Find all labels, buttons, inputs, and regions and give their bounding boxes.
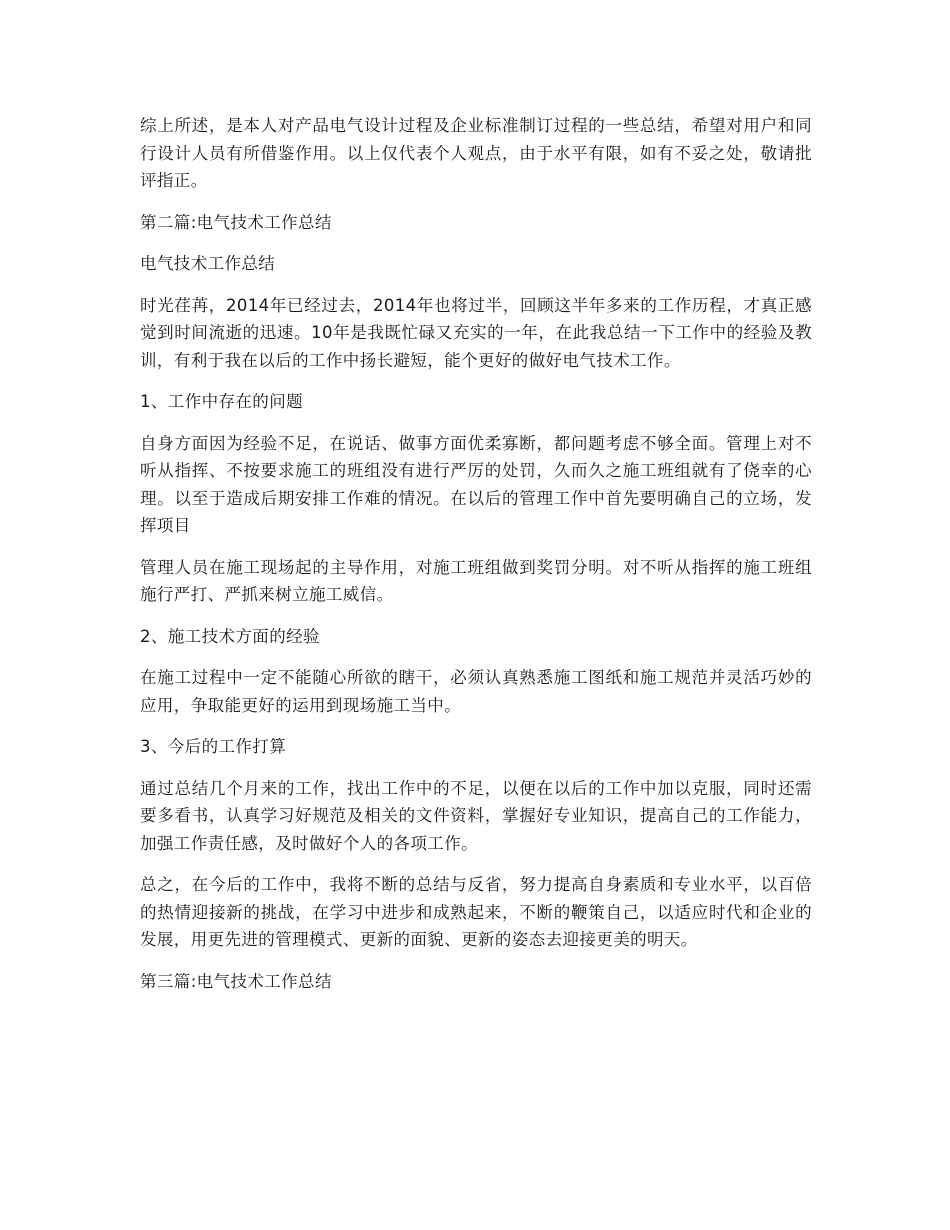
paragraph-management: 管理人员在施工现场起的主导作用，对施工班组做到奖罚分明。对不听从指挥的施工班组施行严打、严抓来树立施工威信。 xyxy=(140,557,812,604)
paragraph-summary: 总之，在今后的工作中，我将不断的总结与反省，努力提高自身素质和专业水平，以百倍的热情迎接新的挑战，在学习中进步和成熟起来，不断的鞭策自己，以适应时代和企业的发展，用更先进的管理模式、更新的面貌、更新的姿态去迎接更美的明天。 xyxy=(140,875,812,949)
paragraph-problems: 自身方面因为经验不足，在说话、做事方面优柔寡断，都问题考虑不够全面。管理上对不听从指挥、不按要求施工的班组没有进行严厉的处罚，久而久之施工班组就有了侥幸的心理。以至于造成后期安排工作难的情况。在以后的管理工作中首先要明确自己的立场，发挥项目 xyxy=(140,433,812,535)
paragraph-experience: 在施工过程中一定不能随心所欲的瞎干，必须认真熟悉施工图纸和施工规范并灵活巧妙的应用，争取能更好的运用到现场施工当中。 xyxy=(140,668,812,715)
subheading-plans: 3、今后的工作打算 xyxy=(140,737,287,756)
paragraph-conclusion: 综上所述，是本人对产品电气设计过程及企业标准制订过程的一些总结，希望对用户和同行设计人员有所借鉴作用。以上仅代表个人观点，由于水平有限，如有不妥之处，敬请批评指正。 xyxy=(140,116,812,190)
section-title: 电气技术工作总结 xyxy=(140,254,276,273)
paragraph-intro: 时光荏苒，2014年已经过去，2014年也将过半，回顾这半年多来的工作历程，才真正感觉到时间流逝的迅速。10年是我既忙碌又充实的一年，在此我总结一下工作中的经验及教训，有利于我在以后的工作中扬长避短，能个更好的做好电气技术工作。 xyxy=(140,295,812,370)
subheading-problems: 1、工作中存在的问题 xyxy=(140,392,303,411)
document-body xyxy=(140,112,812,1009)
section-heading-part-three: 第三篇:电气技术工作总结 xyxy=(140,971,332,991)
paragraph-plans: 通过总结几个月来的工作，找出工作中的不足，以便在以后的工作中加以克服，同时还需要多看书，认真学习好规范及相关的文件资料，掌握好专业知识，提高自己的工作能力，加强工作责任感，及时做好个人的各项工作。 xyxy=(140,778,812,853)
section-heading-part-two: 第二篇:电气技术工作总结 xyxy=(140,212,332,232)
subheading-experience: 2、施工技术方面的经验 xyxy=(140,626,320,646)
